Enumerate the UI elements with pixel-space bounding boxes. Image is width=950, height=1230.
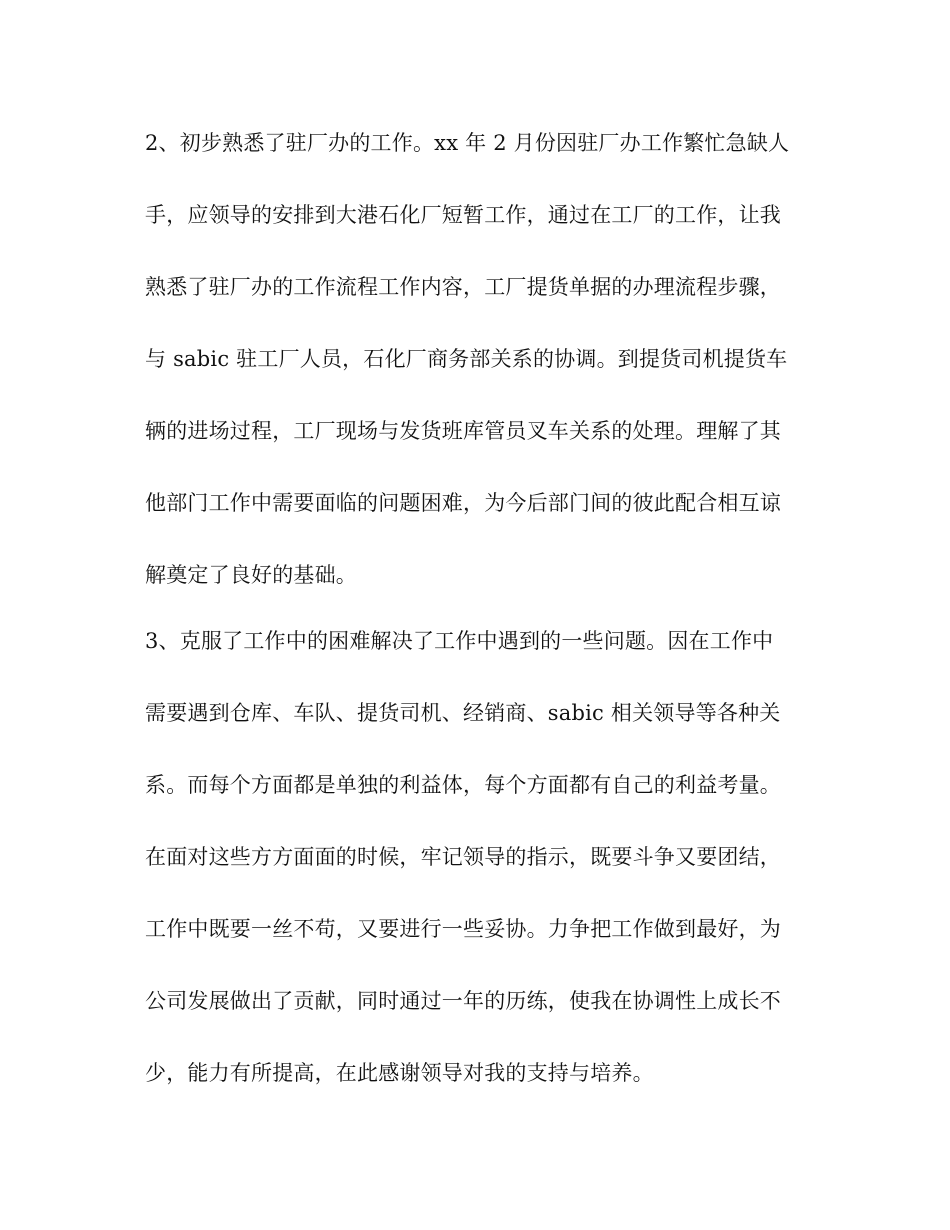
paragraph-2-line-7: 解奠定了良好的基础。 xyxy=(145,563,357,587)
paragraph-3-line-1: 3、克服了工作中的困难解决了工作中遇到的一些问题。因在工作中 xyxy=(145,629,774,653)
paragraph-3-line-6: 公司发展做出了贡献，同时通过一年的历练，使我在协调性上成长不 xyxy=(145,989,781,1013)
paragraph-2-line-1: 2、初步熟悉了驻厂办的工作。xx 年 2 月份因驻厂办工作繁忙急缺人 xyxy=(145,131,790,155)
paragraph-3-line-5: 工作中既要一丝不苟，又要进行一些妥协。力争把工作做到最好，为 xyxy=(145,917,781,941)
paragraph-3-line-3: 系。而每个方面都是单独的利益体，每个方面都有自己的利益考量。 xyxy=(145,773,781,797)
paragraph-2-line-6: 他部门工作中需要面临的问题困难，为今后部门间的彼此配合相互谅 xyxy=(145,491,781,515)
paragraph-3-line-2: 需要遇到仓库、车队、提货司机、经销商、sabic 相关领导等各种关 xyxy=(145,701,781,725)
paragraph-3-line-7: 少，能力有所提高，在此感谢领导对我的支持与培养。 xyxy=(145,1061,654,1085)
paragraph-2-line-2: 手，应领导的安排到大港石化厂短暂工作，通过在工厂的工作，让我 xyxy=(145,203,781,227)
paragraph-2-line-3: 熟悉了驻厂办的工作流程工作内容，工厂提货单据的办理流程步骤， xyxy=(145,275,781,299)
paragraph-3-line-4: 在面对这些方方面面的时候，牢记领导的指示，既要斗争又要团结， xyxy=(145,845,781,869)
paragraph-2-line-5: 辆的进场过程，工厂现场与发货班库管员叉车关系的处理。理解了其 xyxy=(145,419,781,443)
paragraph-2-line-4: 与 sabic 驻工厂人员，石化厂商务部关系的协调。到提货司机提货车 xyxy=(145,347,788,371)
